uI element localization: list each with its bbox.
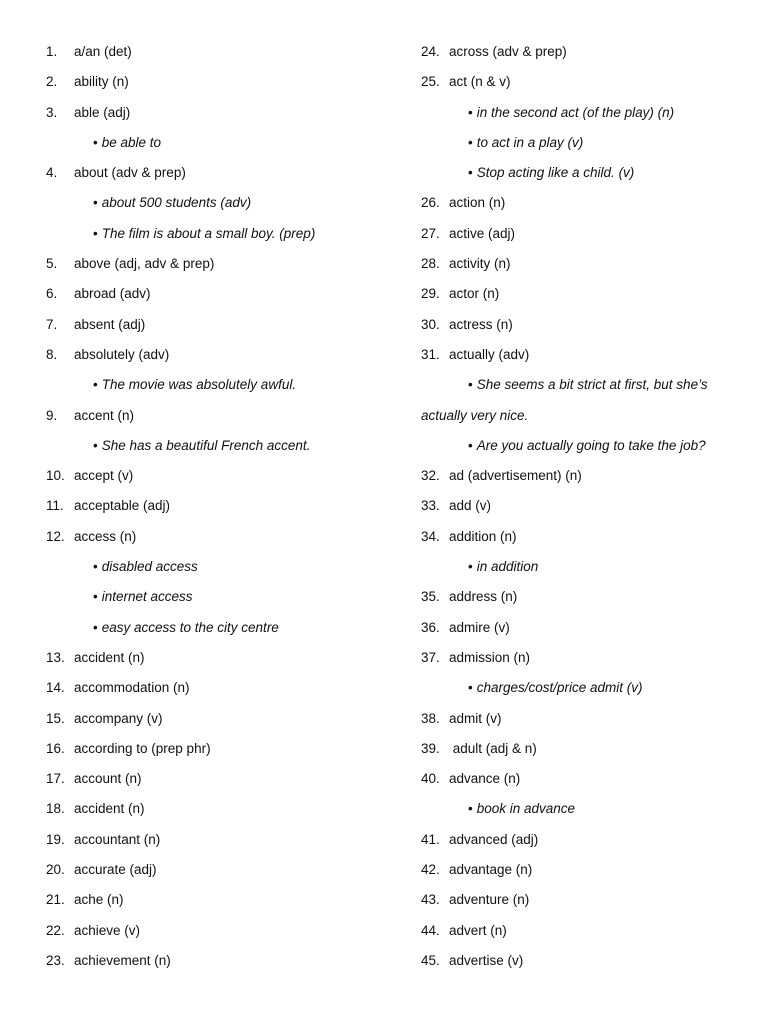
entry-word: accommodation (n): [74, 680, 190, 696]
entry-word: advertise (v): [449, 952, 524, 968]
entry-word: according to (prep phr): [74, 740, 211, 756]
bullet-icon: •: [468, 437, 473, 453]
bullet-icon: •: [468, 801, 473, 817]
entry-word: actor (n): [449, 286, 500, 302]
entry-number: 27.: [421, 225, 440, 241]
example-sentence: [421, 370, 741, 400]
vocab-entry: [421, 885, 741, 915]
entry-word: ache (n): [74, 892, 124, 908]
entry-number: 40.: [421, 771, 440, 787]
entry-number: 24.: [421, 44, 440, 59]
right-column: [421, 37, 741, 976]
entry-number: 41.: [421, 831, 440, 847]
example-sentence: [46, 582, 376, 612]
example-text: book in advance: [476, 801, 576, 817]
vocab-entry: [421, 279, 741, 309]
example-sentence: [421, 552, 741, 582]
entry-number: 38.: [421, 710, 440, 726]
entry-word: about (adv & prep): [74, 165, 186, 181]
entry-number: 5.: [46, 256, 58, 272]
vocab-entry: [46, 310, 376, 340]
bullet-icon: •: [93, 134, 98, 150]
entry-word: active (adj): [449, 225, 516, 241]
bullet-icon: •: [468, 165, 473, 181]
example-sentence: [46, 128, 376, 158]
example-text: She seems a bit strict at first, but she’s: [476, 377, 708, 393]
entry-number: 36.: [421, 619, 440, 635]
vocab-entry: [46, 249, 376, 279]
vocab-entry: [46, 401, 376, 431]
vocab-entry: [421, 704, 741, 734]
vocab-entry: [46, 794, 376, 824]
vocab-entry: [46, 522, 376, 552]
entry-number: 9.: [46, 407, 58, 423]
entry-number: 35.: [421, 589, 440, 605]
entry-number: 23.: [46, 952, 65, 968]
vocab-entry: [421, 188, 741, 218]
example-sentence: [421, 98, 741, 128]
vocab-entry: [421, 249, 741, 279]
vocab-entry: [46, 98, 376, 128]
entry-number: 26.: [421, 195, 440, 211]
vocab-entry: [421, 916, 741, 946]
entry-number: 13.: [46, 649, 65, 665]
example-text: in the second act (of the play) (n): [476, 104, 675, 120]
entry-word: access (n): [74, 528, 137, 544]
vocab-entry: [421, 522, 741, 552]
entry-word: accident (n): [74, 649, 145, 665]
vocab-entry: [421, 67, 741, 97]
entry-number: 1.: [46, 44, 58, 59]
entry-word: accompany (v): [74, 710, 163, 726]
entry-number: 4.: [46, 165, 58, 181]
bullet-icon: •: [93, 589, 98, 605]
example-text: easy access to the city centre: [101, 619, 279, 635]
example-sentence: [46, 431, 376, 461]
entry-number: 37.: [421, 649, 440, 665]
entry-number: 43.: [421, 892, 440, 908]
entry-word: able (adj): [74, 104, 131, 120]
vocab-entry: [421, 764, 741, 794]
entry-word: admit (v): [449, 710, 502, 726]
entry-word: adult (adj & n): [449, 740, 537, 756]
vocab-entry: [46, 734, 376, 764]
vocab-entry: [421, 491, 741, 521]
vocab-entry: [421, 340, 741, 370]
entry-word: admission (n): [449, 649, 531, 665]
example-sentence: [46, 613, 376, 643]
entry-number: 19.: [46, 831, 65, 847]
entry-word: accountant (n): [74, 831, 161, 847]
entry-word: achievement (n): [74, 952, 171, 968]
entry-word: acceptable (adj): [74, 498, 171, 514]
entry-number: 18.: [46, 801, 65, 817]
vocab-entry: [421, 613, 741, 643]
vocab-entry: [421, 855, 741, 885]
entry-word: accident (n): [74, 801, 145, 817]
entry-number: 20.: [46, 862, 65, 878]
entry-number: 31.: [421, 346, 440, 362]
entry-number: 17.: [46, 771, 65, 787]
example-text: to act in a play (v): [476, 134, 584, 150]
vocab-entry: [46, 158, 376, 188]
entry-word: advantage (n): [449, 862, 533, 878]
entry-word: achieve (v): [74, 922, 141, 938]
entry-word: activity (n): [449, 256, 511, 272]
example-sentence: [421, 158, 741, 188]
entry-word: abroad (adv): [74, 286, 151, 302]
entry-word: advert (n): [449, 922, 507, 938]
entry-word: accurate (adj): [74, 862, 157, 878]
bullet-icon: •: [93, 195, 98, 211]
entry-number: 30.: [421, 316, 440, 332]
vocab-entry: [421, 946, 741, 976]
example-text: disabled access: [101, 559, 198, 575]
example-sentence: [46, 552, 376, 582]
vocab-entry: [46, 279, 376, 309]
vocab-entry: [421, 219, 741, 249]
entry-word: action (n): [449, 195, 506, 211]
example-text: The movie was absolutely awful.: [101, 377, 297, 393]
entry-number: 16.: [46, 740, 65, 756]
example-text: charges/cost/price admit (v): [476, 680, 643, 696]
example-text: actually very nice.: [421, 407, 529, 423]
entry-number: 11.: [46, 498, 64, 514]
entry-word: add (v): [449, 498, 492, 514]
vocab-entry: [46, 491, 376, 521]
bullet-icon: •: [93, 559, 98, 575]
entry-word: above (adj, adv & prep): [74, 256, 215, 272]
example-continuation: [421, 401, 741, 431]
vocab-entry: [46, 643, 376, 673]
bullet-icon: •: [93, 619, 98, 635]
entry-word: act (n & v): [449, 74, 511, 90]
entry-number: 12.: [46, 528, 65, 544]
vocab-entry: [46, 916, 376, 946]
bullet-icon: •: [468, 559, 473, 575]
entry-word: adventure (n): [449, 892, 530, 908]
vocab-entry: [421, 643, 741, 673]
entry-number: 39.: [421, 740, 440, 756]
entry-number: 3.: [46, 104, 58, 120]
entry-word: actress (n): [449, 316, 513, 332]
entry-word: ad (advertisement) (n): [449, 468, 582, 484]
vocab-entry: [421, 825, 741, 855]
vocab-entry: [46, 764, 376, 794]
entry-number: 44.: [421, 922, 440, 938]
entry-word: addition (n): [449, 528, 517, 544]
entry-word: account (n): [74, 771, 142, 787]
entry-word: a/an (det): [74, 44, 132, 59]
bullet-icon: •: [468, 134, 473, 150]
entry-word: absent (adj): [74, 316, 146, 332]
entry-number: 15.: [46, 710, 65, 726]
vocab-entry: [46, 946, 376, 976]
entry-number: 14.: [46, 680, 65, 696]
entry-number: 25.: [421, 74, 440, 90]
left-column: [46, 37, 376, 976]
entry-number: 6.: [46, 286, 58, 302]
example-sentence: [421, 794, 741, 824]
vocab-entry: [421, 37, 741, 67]
entry-number: 8.: [46, 346, 58, 362]
example-text: be able to: [101, 134, 162, 150]
entry-word: actually (adv): [449, 346, 530, 362]
example-sentence: [421, 431, 741, 461]
bullet-icon: •: [93, 437, 98, 453]
entry-number: 29.: [421, 286, 440, 302]
bullet-icon: •: [93, 225, 98, 241]
entry-number: 32.: [421, 468, 440, 484]
entry-word: accept (v): [74, 468, 134, 484]
entry-word: advanced (adj): [449, 831, 539, 847]
entry-number: 34.: [421, 528, 440, 544]
vocab-entry: [46, 37, 376, 67]
vocab-entry: [46, 704, 376, 734]
example-text: in addition: [476, 559, 539, 575]
vocab-entry: [46, 67, 376, 97]
vocab-entry: [46, 825, 376, 855]
entry-number: 7.: [46, 316, 58, 332]
vocab-entry: [421, 734, 741, 764]
entry-number: 42.: [421, 862, 440, 878]
bullet-icon: •: [468, 377, 473, 393]
example-sentence: [46, 370, 376, 400]
entry-word: admire (v): [449, 619, 510, 635]
vocab-entry: [46, 855, 376, 885]
vocab-entry: [46, 673, 376, 703]
entry-number: 45.: [421, 952, 440, 968]
entry-number: 22.: [46, 922, 65, 938]
vocab-entry: [46, 461, 376, 491]
entry-number: 10.: [46, 468, 65, 484]
entry-word: absolutely (adv): [74, 346, 170, 362]
example-text: internet access: [101, 589, 193, 605]
bullet-icon: •: [468, 104, 473, 120]
entry-word: address (n): [449, 589, 518, 605]
vocab-entry: [46, 885, 376, 915]
example-text: Stop acting like a child. (v): [476, 165, 635, 181]
example-sentence: [46, 219, 376, 249]
entry-number: 28.: [421, 256, 440, 272]
vocab-entry: [421, 582, 741, 612]
example-sentence: [421, 128, 741, 158]
entry-word: across (adv & prep): [449, 44, 567, 59]
vocab-entry: [46, 340, 376, 370]
entry-word: ability (n): [74, 74, 129, 90]
bullet-icon: •: [468, 680, 473, 696]
entry-number: 33.: [421, 498, 440, 514]
entry-number: 21.: [46, 892, 65, 908]
example-text: about 500 students (adv): [101, 195, 252, 211]
example-text: She has a beautiful French accent.: [101, 437, 311, 453]
entry-word: advance (n): [449, 771, 521, 787]
vocab-entry: [421, 461, 741, 491]
example-sentence: [421, 673, 741, 703]
example-sentence: [46, 188, 376, 218]
vocab-entry: [421, 310, 741, 340]
entry-word: accent (n): [74, 407, 135, 423]
entry-number: 2.: [46, 74, 58, 90]
bullet-icon: •: [93, 377, 98, 393]
example-text: Are you actually going to take the job?: [476, 437, 706, 453]
example-text: The film is about a small boy. (prep): [101, 225, 316, 241]
